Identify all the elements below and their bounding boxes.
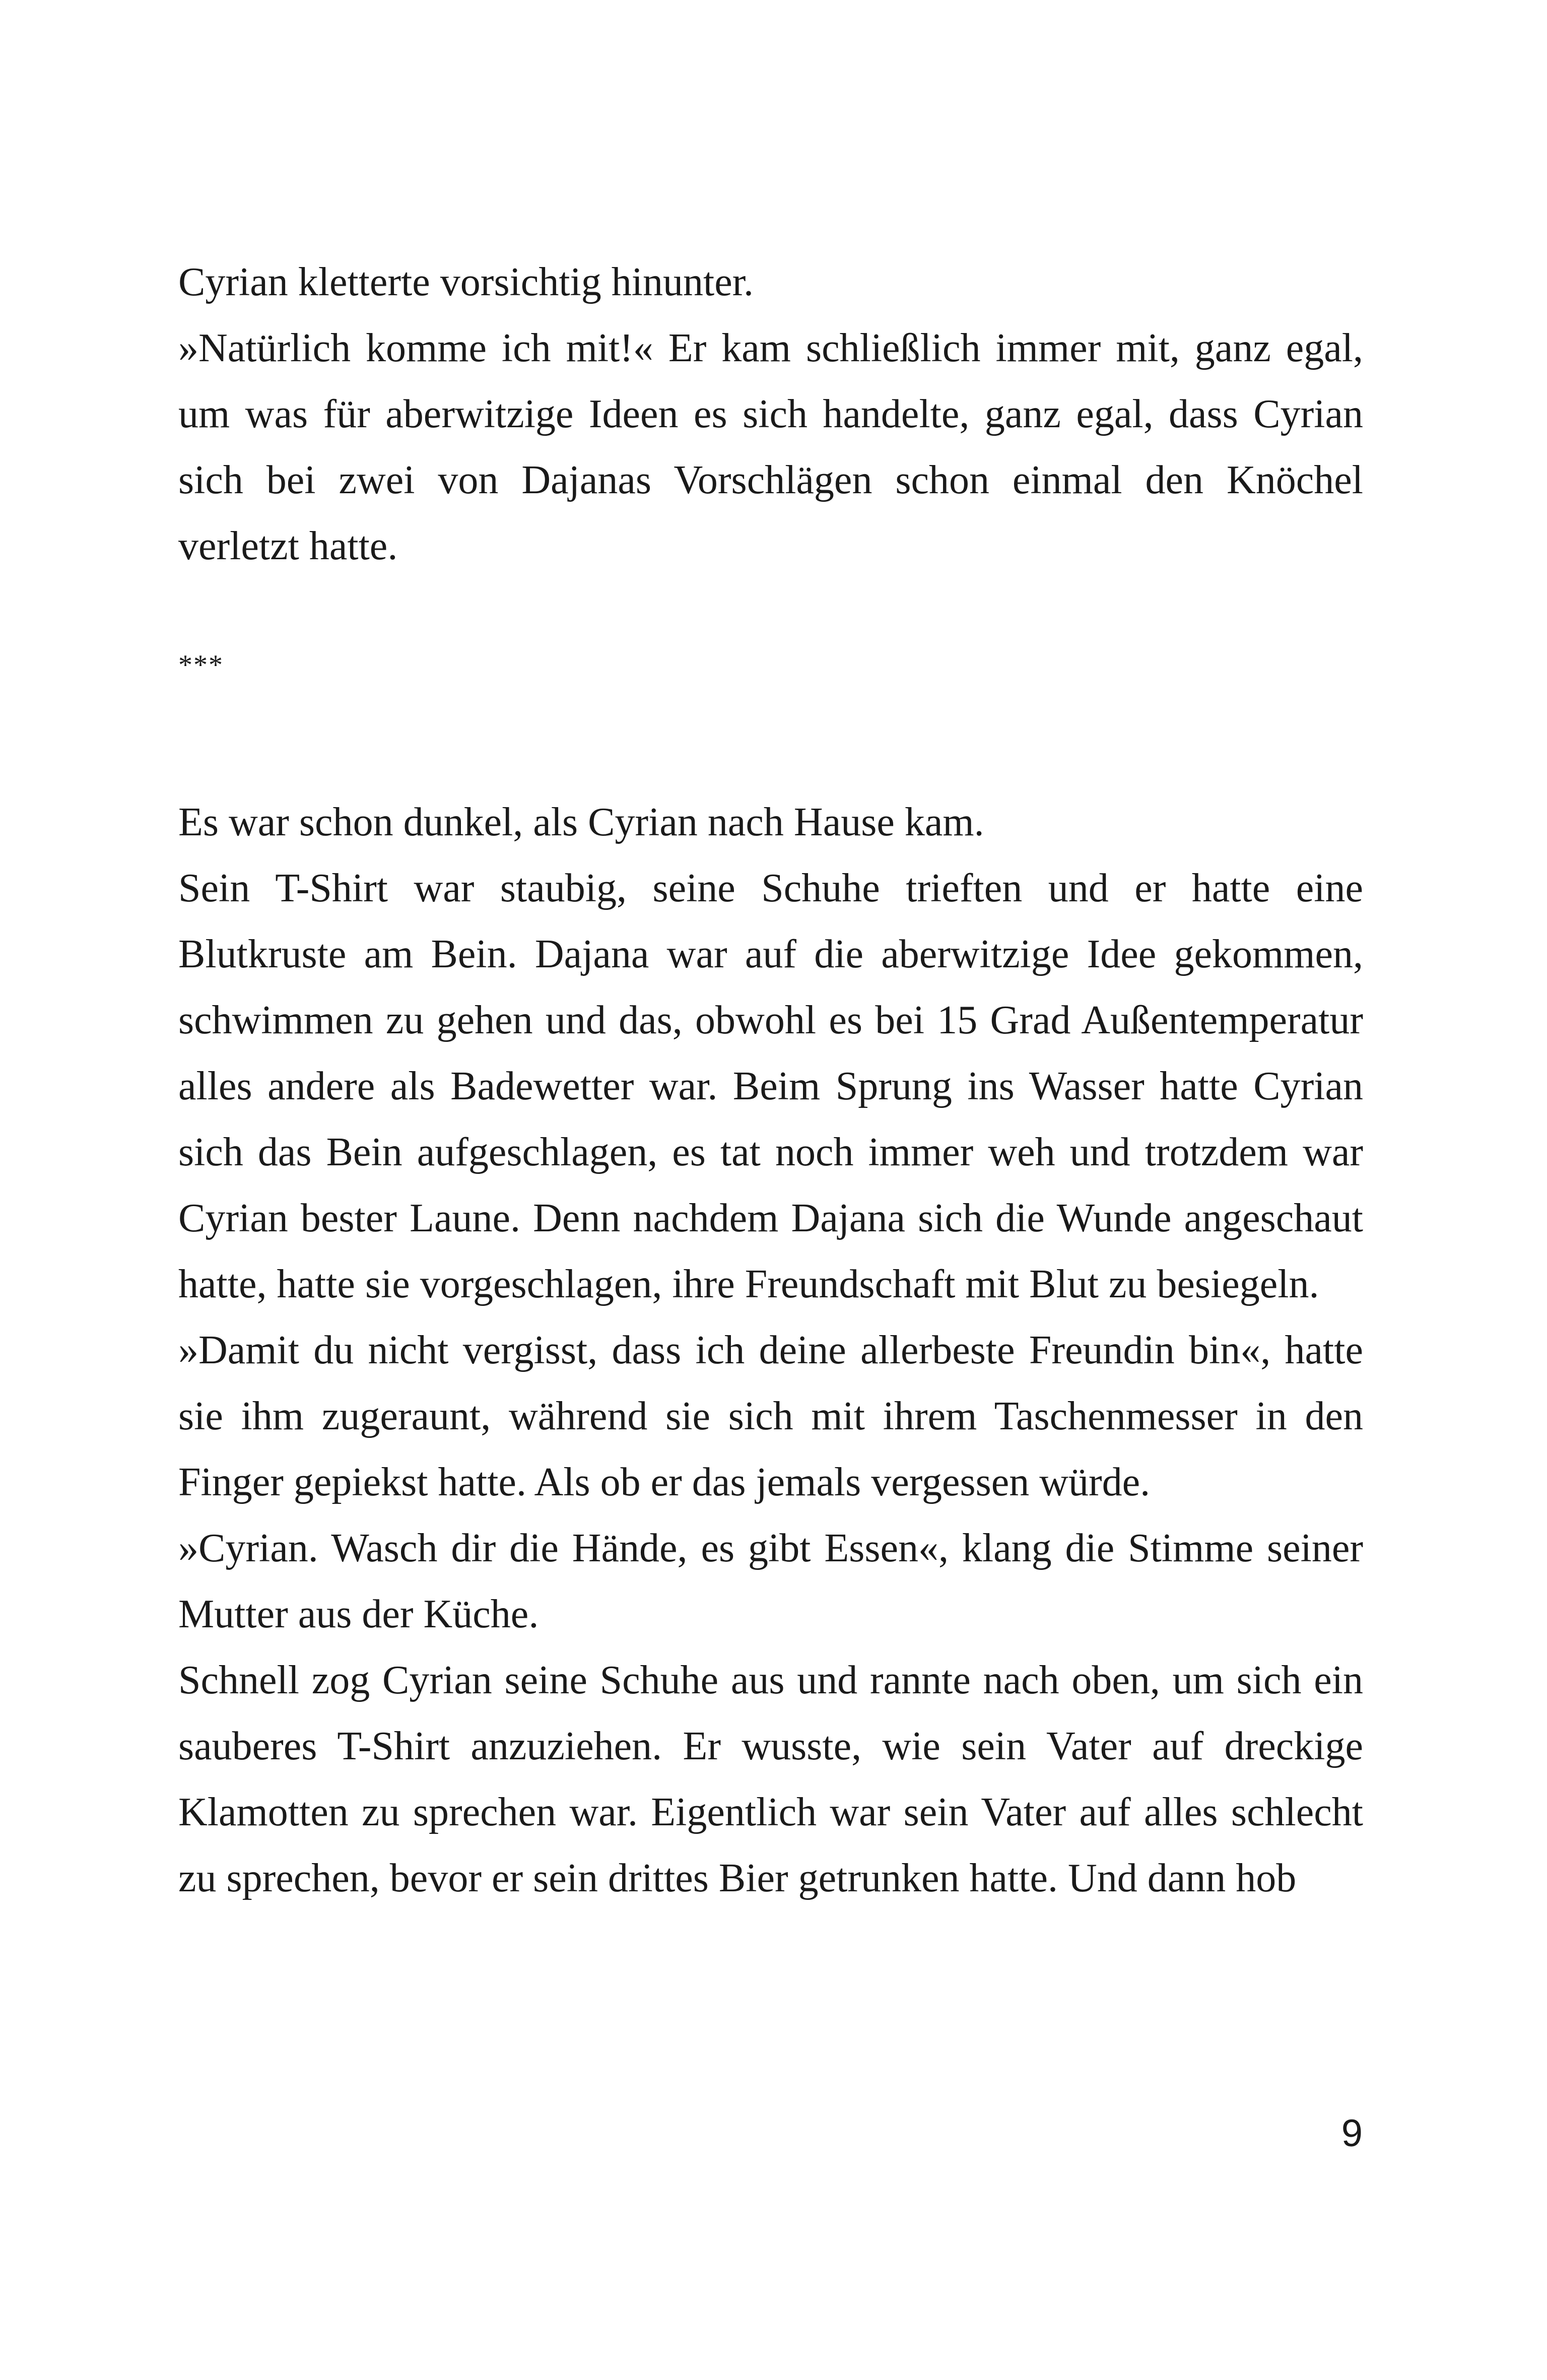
scene-separator: *** xyxy=(178,649,224,681)
paragraph: »Cyrian. Wasch dir die Hände, es gibt Essen«, klang die Stimme seiner Mutter aus der Küche. xyxy=(178,1526,1363,1636)
paragraph: Schnell zog Cyrian seine Schuhe aus und rannte nach oben, um sich ein sauberes T-Shirt anzuziehen. Er wusste, wie sein Vater auf dreckige Klamotten zu sprechen war. Eigentlich war sein Vater auf alles schlecht zu sprechen, bevor er sein drittes Bier getrunken hatte. Und dann hob xyxy=(178,1658,1363,1900)
section-one xyxy=(178,249,1363,579)
page-number: 9 xyxy=(1341,2112,1363,2155)
paragraph: »Damit du nicht vergisst, dass ich deine allerbeste Freundin bin«, hatte sie ihm zugeraunt, während sie sich mit ihrem Taschenmesser in den Finger gepiekst hatte. Als ob er das jemals vergessen würde. xyxy=(178,1328,1363,1504)
paragraph: »Natürlich komme ich mit!« Er kam schließlich immer mit, ganz egal, um was für aberwitzige Ideen es sich handelte, ganz egal, dass Cyrian sich bei zwei von Dajanas Vorschlägen schon einmal den Knöchel verletzt hatte. xyxy=(178,326,1363,568)
paragraph: Es war schon dunkel, als Cyrian nach Hause kam. xyxy=(178,800,984,844)
paragraph: Cyrian kletterte vorsichtig hinunter. xyxy=(178,260,754,304)
section-two xyxy=(178,789,1363,1911)
paragraph: Sein T-Shirt war staubig, seine Schuhe trieften und er hatte eine Blutkruste am Bein. Dajana war auf die aberwitzige Idee gekommen, schwimmen zu gehen und das, obwohl es bei 15 Grad Außentemperatur alles andere als Badewetter war. Beim Sprung ins Wasser hatte Cyrian sich das Bein aufgeschlagen, es tat noch immer weh und trotzdem war Cyrian bester Laune. Denn nachdem Dajana sich die Wunde angeschaut hatte, hatte sie vorgeschlagen, ihre Freundschaft mit Blut zu besiegeln. xyxy=(178,866,1363,1306)
